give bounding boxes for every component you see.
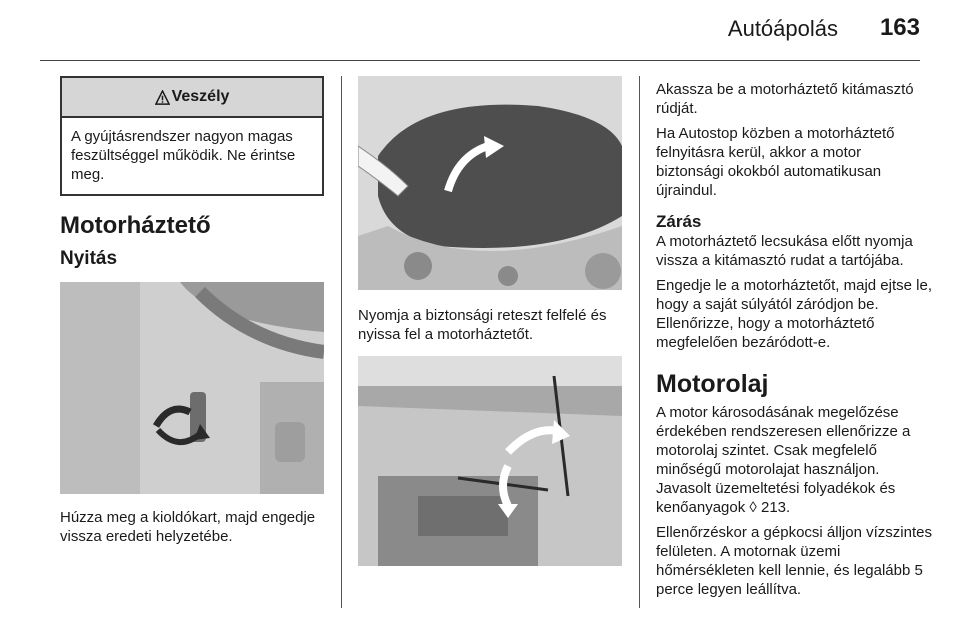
column-3 — [656, 76, 932, 605]
caption-release-lever: Húzza meg a kioldókart, majd engedje vissza eredeti helyzetébe. — [60, 509, 316, 545]
column-1 — [60, 76, 324, 552]
column-divider — [639, 76, 640, 608]
section-heading-engine-oil: Motorolaj — [656, 370, 769, 398]
subheading-opening: Nyitás — [60, 248, 118, 269]
column-divider — [341, 76, 342, 608]
warning-text: A gyújtásrendszer nagyon magas feszültséggel működik. Ne érintse meg. — [71, 128, 296, 183]
column-2 — [358, 76, 622, 566]
caption-safety-catch: Nyomja a biztonsági reteszt felfelé és nyissa fel a motorháztetőt. — [358, 307, 607, 343]
warning-icon — [155, 90, 170, 105]
paragraph-oil-2: Ellenőrzéskor a gépkocsi álljon vízszintes felületen. A motornak üzemi hőmérsékleten kell lennie, és legalább 5 perce legyen leállítva. — [656, 524, 932, 598]
warning-box — [60, 76, 324, 196]
chapter-title: Autóápolás — [727, 16, 838, 41]
section-heading-hood: Motorháztető — [60, 212, 211, 239]
hood-latch-illustration — [358, 76, 622, 290]
paragraph-closing-2: Engedje le a motorháztetőt, majd ejtse le, hogy a saját súlyától záródjon be. Ellenőrizze, hogy a motorháztető megfelelően bezáródott-e. — [656, 277, 932, 351]
paragraph-prop-rod: Akassza be a motorháztető kitámasztó rúdját. — [656, 81, 914, 117]
warning-header — [62, 78, 322, 118]
hood-prop-rod-illustration — [358, 356, 622, 566]
page-number: 163 — [879, 14, 920, 41]
paragraph-closing-1: A motorháztető lecsukása előtt nyomja vissza a kitámasztó rudat a tartójába. — [656, 233, 913, 269]
warning-title: Veszély — [171, 88, 230, 105]
paragraph-oil-1: A motor károsodásának megelőzése érdekében rendszeresen ellenőrizze a motorolaj szintet. Csak megfelelő minőségű motorolajat használjon. Javasolt üzemeltetési folyadékok és kenőanyagok ◊ 213. — [656, 404, 911, 516]
release-lever-illustration — [60, 282, 324, 494]
subheading-closing: Zárás — [656, 212, 702, 231]
paragraph-autostop: Ha Autostop közben a motorháztető felnyitásra kerül, akkor a motor biztonsági okokból automatikusan újraindul. — [656, 125, 895, 199]
header-rule — [40, 60, 920, 61]
